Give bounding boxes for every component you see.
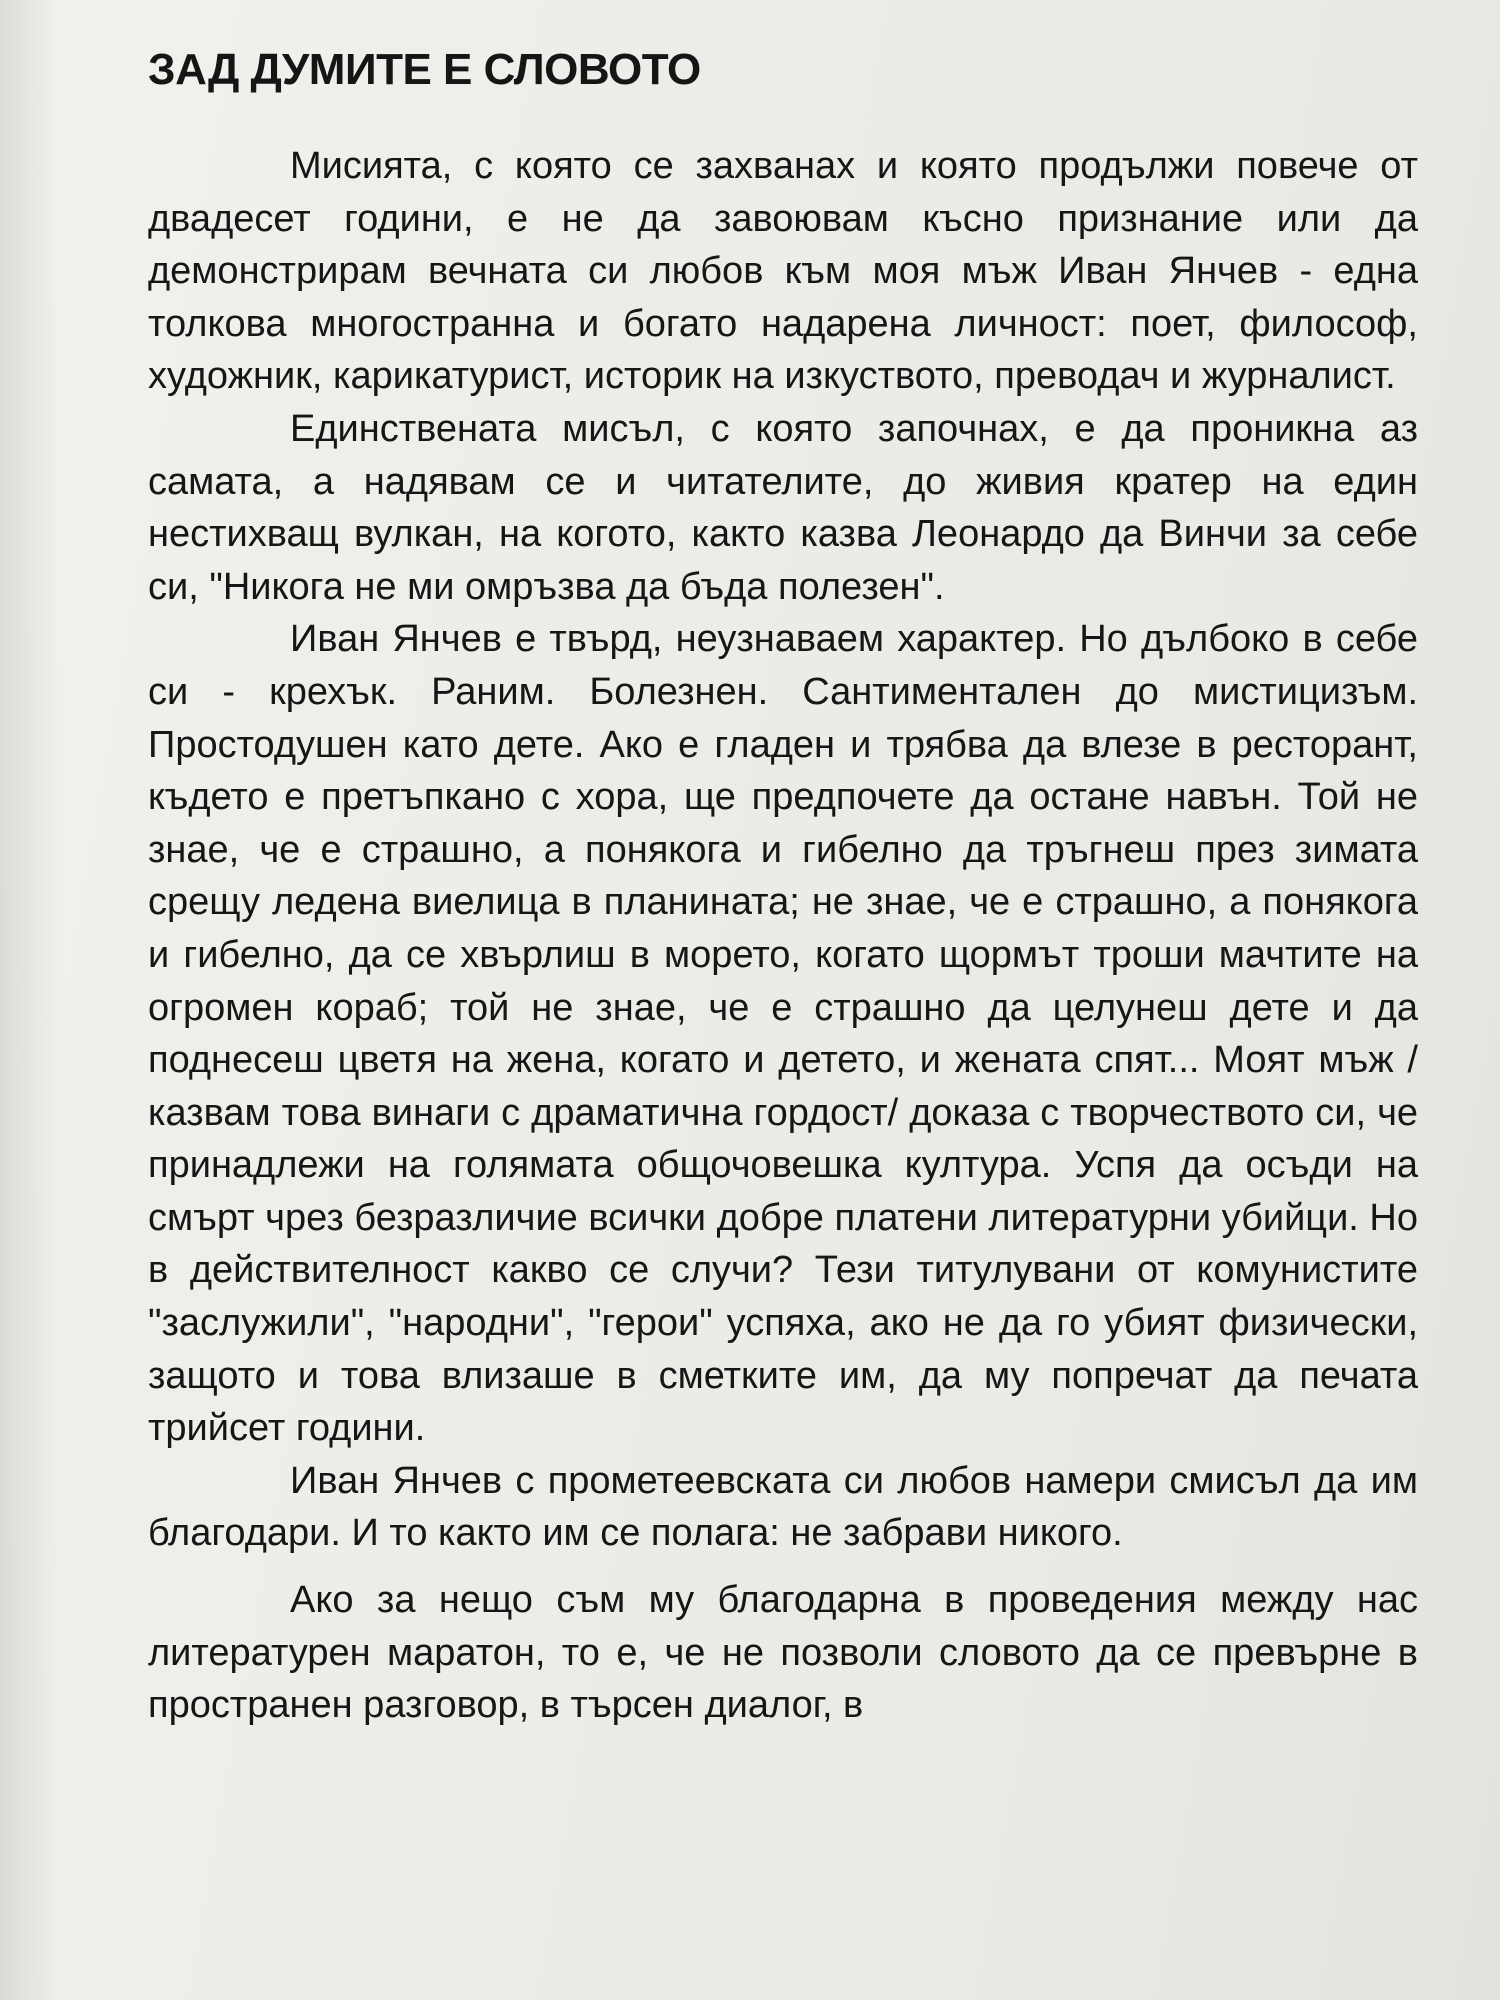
- page-shadow: [0, 0, 60, 2000]
- paragraph-3: Иван Янчев е твърд, неузнаваем характер. Но дълбоко в себе си - крехък. Раним. Болезнен. Сантиментален до мистицизъм. Простодушен като дете. Ако е гладен и трябва да влезе в ресторант, където е претъпкано с хора, ще предпочете да остане навън. Той не знае, че е страшно, а понякога и гибелно да тръгнеш през зимата срещу ледена виелица в планината; не знае, че е страшно, а понякога и гибелно, да се хвърлиш в морето, когато щормът троши мачтите на огромен кораб; той не знае, че е страшно да целунеш дете и да поднесеш цветя на жена, когато и детето, и жената спят... Моят мъж /казвам това винаги с драматична гордост/ доказа с творчеството си, че принадлежи на голямата общочовешка култура. Успя да осъди на смърт чрез безразличие всички добре платени литературни убийци. Но в действителност какво се случи? Тези титулувани от комунистите "заслужили", "народни", "герои" успяха, ако не да го убият физически, защото и това влизаше в сметките им, да му попречат да печата трийсет години.: [148, 618, 1418, 1450]
- paragraph-5: Ако за нещо съм му благодарна в проведения между нас литературен маратон, то е, че не позволи словото да се превърне в пространен разговор, в търсен диалог, в: [148, 1579, 1418, 1727]
- chapter-title: ЗАД ДУМИТЕ Е СЛОВОТО: [148, 45, 701, 94]
- paragraph-1: Мисията, с която се захванах и която продължи повече от двадесет години, е не да завоювам късно признание или да демонстрирам вечната си любов към моя мъж Иван Янчев - една толкова многостранна и богато надарена личност: поет, философ, художник, карикатурист, историк на изкуството, преводач и журналист.: [148, 145, 1418, 398]
- paragraph-2: Единствената мисъл, с която започнах, е да проникна аз самата, а надявам се и читателите, до живия кратер на един нестихващ вулкан, на когото, както казва Леонардо да Винчи за себе си, "Никога не ми омръзва да бъда полезен".: [148, 407, 1418, 608]
- paragraph-4: Иван Янчев с прометеевската си любов намери смисъл да им благодари. И то както им се полага: не забрави никого.: [148, 1459, 1418, 1555]
- page-content: [148, 40, 1418, 1732]
